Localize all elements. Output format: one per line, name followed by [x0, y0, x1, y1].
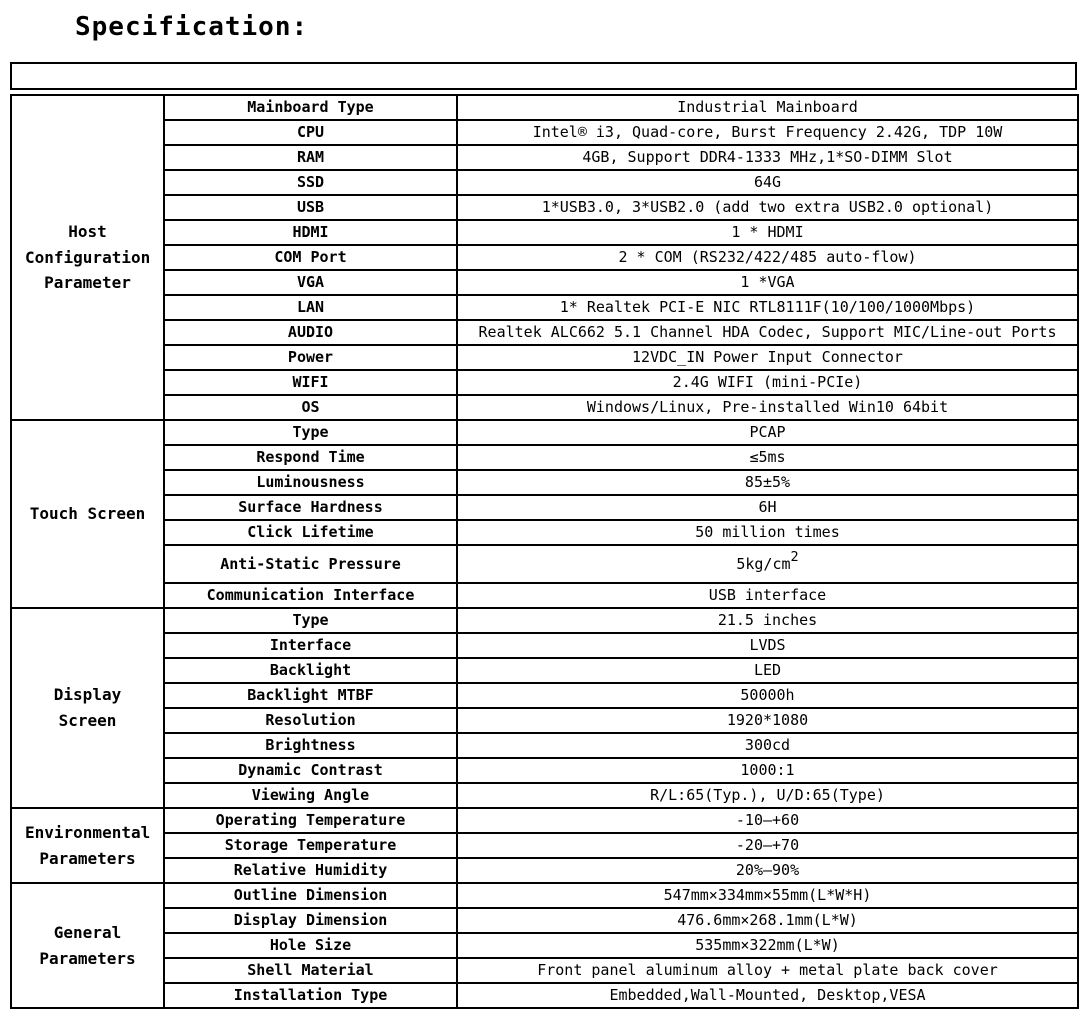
value-cell: Intel® i3, Quad-core, Burst Frequency 2.42G, TDP 10W	[457, 120, 1078, 145]
param-cell: Hole Size	[164, 933, 457, 958]
table-row	[11, 170, 1078, 195]
param-cell: Resolution	[164, 708, 457, 733]
param-cell: Anti-Static Pressure	[164, 545, 457, 583]
specification-table	[10, 94, 1079, 1009]
param-cell: Type	[164, 420, 457, 445]
table-row	[11, 958, 1078, 983]
category-cell: General Parameters	[11, 883, 164, 1008]
table-row	[11, 883, 1078, 908]
value-cell: 64G	[457, 170, 1078, 195]
value-cell: LVDS	[457, 633, 1078, 658]
table-row	[11, 758, 1078, 783]
param-cell: Relative Humidity	[164, 858, 457, 883]
value-cell: 2 * COM (RS232/422/485 auto-flow)	[457, 245, 1078, 270]
value-cell: 12VDC_IN Power Input Connector	[457, 345, 1078, 370]
table-row	[11, 295, 1078, 320]
param-cell: RAM	[164, 145, 457, 170]
value-cell: 476.6mm×268.1mm(L*W)	[457, 908, 1078, 933]
table-row	[11, 658, 1078, 683]
value-cell: Embedded,Wall-Mounted, Desktop,VESA	[457, 983, 1078, 1008]
value-cell: 1 *VGA	[457, 270, 1078, 295]
value-cell: LED	[457, 658, 1078, 683]
table-row	[11, 608, 1078, 633]
param-cell: Brightness	[164, 733, 457, 758]
param-cell: Power	[164, 345, 457, 370]
param-cell: Interface	[164, 633, 457, 658]
table-row	[11, 245, 1078, 270]
value-cell: Industrial Mainboard	[457, 95, 1078, 120]
table-row	[11, 908, 1078, 933]
param-cell: Outline Dimension	[164, 883, 457, 908]
value-cell: 1000:1	[457, 758, 1078, 783]
table-row	[11, 120, 1078, 145]
param-cell: SSD	[164, 170, 457, 195]
value-cell: R/L:65(Typ.), U/D:65(Type)	[457, 783, 1078, 808]
value-text: 5kg/cm	[736, 554, 791, 573]
table-row	[11, 495, 1078, 520]
table-row	[11, 733, 1078, 758]
value-cell: 1920*1080	[457, 708, 1078, 733]
param-cell: Dynamic Contrast	[164, 758, 457, 783]
table-row	[11, 983, 1078, 1008]
table-row	[11, 270, 1078, 295]
value-cell: 1 * HDMI	[457, 220, 1078, 245]
table-row	[11, 545, 1078, 583]
param-cell: VGA	[164, 270, 457, 295]
param-cell: LAN	[164, 295, 457, 320]
value-cell: PCAP	[457, 420, 1078, 445]
value-cell: USB interface	[457, 583, 1078, 608]
table-row	[11, 345, 1078, 370]
table-row	[11, 445, 1078, 470]
value-superscript: 2	[790, 549, 799, 566]
param-cell: Backlight MTBF	[164, 683, 457, 708]
param-cell: Display Dimension	[164, 908, 457, 933]
table-row	[11, 708, 1078, 733]
table-row	[11, 220, 1078, 245]
category-cell: Display Screen	[11, 608, 164, 808]
param-cell: WIFI	[164, 370, 457, 395]
value-cell: Windows/Linux, Pre-installed Win10 64bit	[457, 395, 1078, 420]
value-cell: 1*USB3.0, 3*USB2.0 (add two extra USB2.0 optional)	[457, 195, 1078, 220]
table-row	[11, 395, 1078, 420]
value-cell: ≤5ms	[457, 445, 1078, 470]
table-row	[11, 420, 1078, 445]
value-cell: 1* Realtek PCI-E NIC RTL8111F(10/100/1000Mbps)	[457, 295, 1078, 320]
param-cell: Mainboard Type	[164, 95, 457, 120]
param-cell: Surface Hardness	[164, 495, 457, 520]
table-row	[11, 583, 1078, 608]
value-cell: 20%—90%	[457, 858, 1078, 883]
value-cell: 21.5 inches	[457, 608, 1078, 633]
table-row	[11, 145, 1078, 170]
table-row	[11, 633, 1078, 658]
table-row	[11, 783, 1078, 808]
category-cell: Environmental Parameters	[11, 808, 164, 883]
category-cell: Host Configuration Parameter	[11, 95, 164, 420]
param-cell: Luminousness	[164, 470, 457, 495]
page-title: Specification:	[75, 12, 309, 42]
value-cell: 4GB, Support DDR4-1333 MHz,1*SO-DIMM Slot	[457, 145, 1078, 170]
table-row	[11, 833, 1078, 858]
value-cell: 50 million times	[457, 520, 1078, 545]
table-row	[11, 933, 1078, 958]
param-cell: Storage Temperature	[164, 833, 457, 858]
param-cell: OS	[164, 395, 457, 420]
param-cell: Installation Type	[164, 983, 457, 1008]
param-cell: USB	[164, 195, 457, 220]
param-cell: Operating Temperature	[164, 808, 457, 833]
value-cell: Front panel aluminum alloy + metal plate back cover	[457, 958, 1078, 983]
value-cell: Realtek ALC662 5.1 Channel HDA Codec, Support MIC/Line-out Ports	[457, 320, 1078, 345]
value-cell: 50000h	[457, 683, 1078, 708]
param-cell: Viewing Angle	[164, 783, 457, 808]
value-cell: 547mm×334mm×55mm(L*W*H)	[457, 883, 1078, 908]
param-cell: Respond Time	[164, 445, 457, 470]
param-cell: Type	[164, 608, 457, 633]
param-cell: COM Port	[164, 245, 457, 270]
value-cell: 535mm×322mm(L*W)	[457, 933, 1078, 958]
value-cell: 300cd	[457, 733, 1078, 758]
table-row	[11, 95, 1078, 120]
table-row	[11, 520, 1078, 545]
table-row	[11, 808, 1078, 833]
table-row	[11, 320, 1078, 345]
param-cell: Backlight	[164, 658, 457, 683]
value-cell: 85±5%	[457, 470, 1078, 495]
table-row	[11, 195, 1078, 220]
param-cell: HDMI	[164, 220, 457, 245]
value-cell: -10—+60	[457, 808, 1078, 833]
value-cell: 2.4G WIFI (mini-PCIe)	[457, 370, 1078, 395]
value-cell: 6H	[457, 495, 1078, 520]
param-cell: AUDIO	[164, 320, 457, 345]
param-cell: Communication Interface	[164, 583, 457, 608]
table-row	[11, 858, 1078, 883]
param-cell: Shell Material	[164, 958, 457, 983]
table-row	[11, 470, 1078, 495]
category-cell: Touch Screen	[11, 420, 164, 608]
param-cell: Click Lifetime	[164, 520, 457, 545]
value-cell	[457, 545, 1078, 583]
value-cell: -20—+70	[457, 833, 1078, 858]
table-header-empty-row	[10, 62, 1077, 90]
table-row	[11, 683, 1078, 708]
param-cell: CPU	[164, 120, 457, 145]
table-row	[11, 370, 1078, 395]
